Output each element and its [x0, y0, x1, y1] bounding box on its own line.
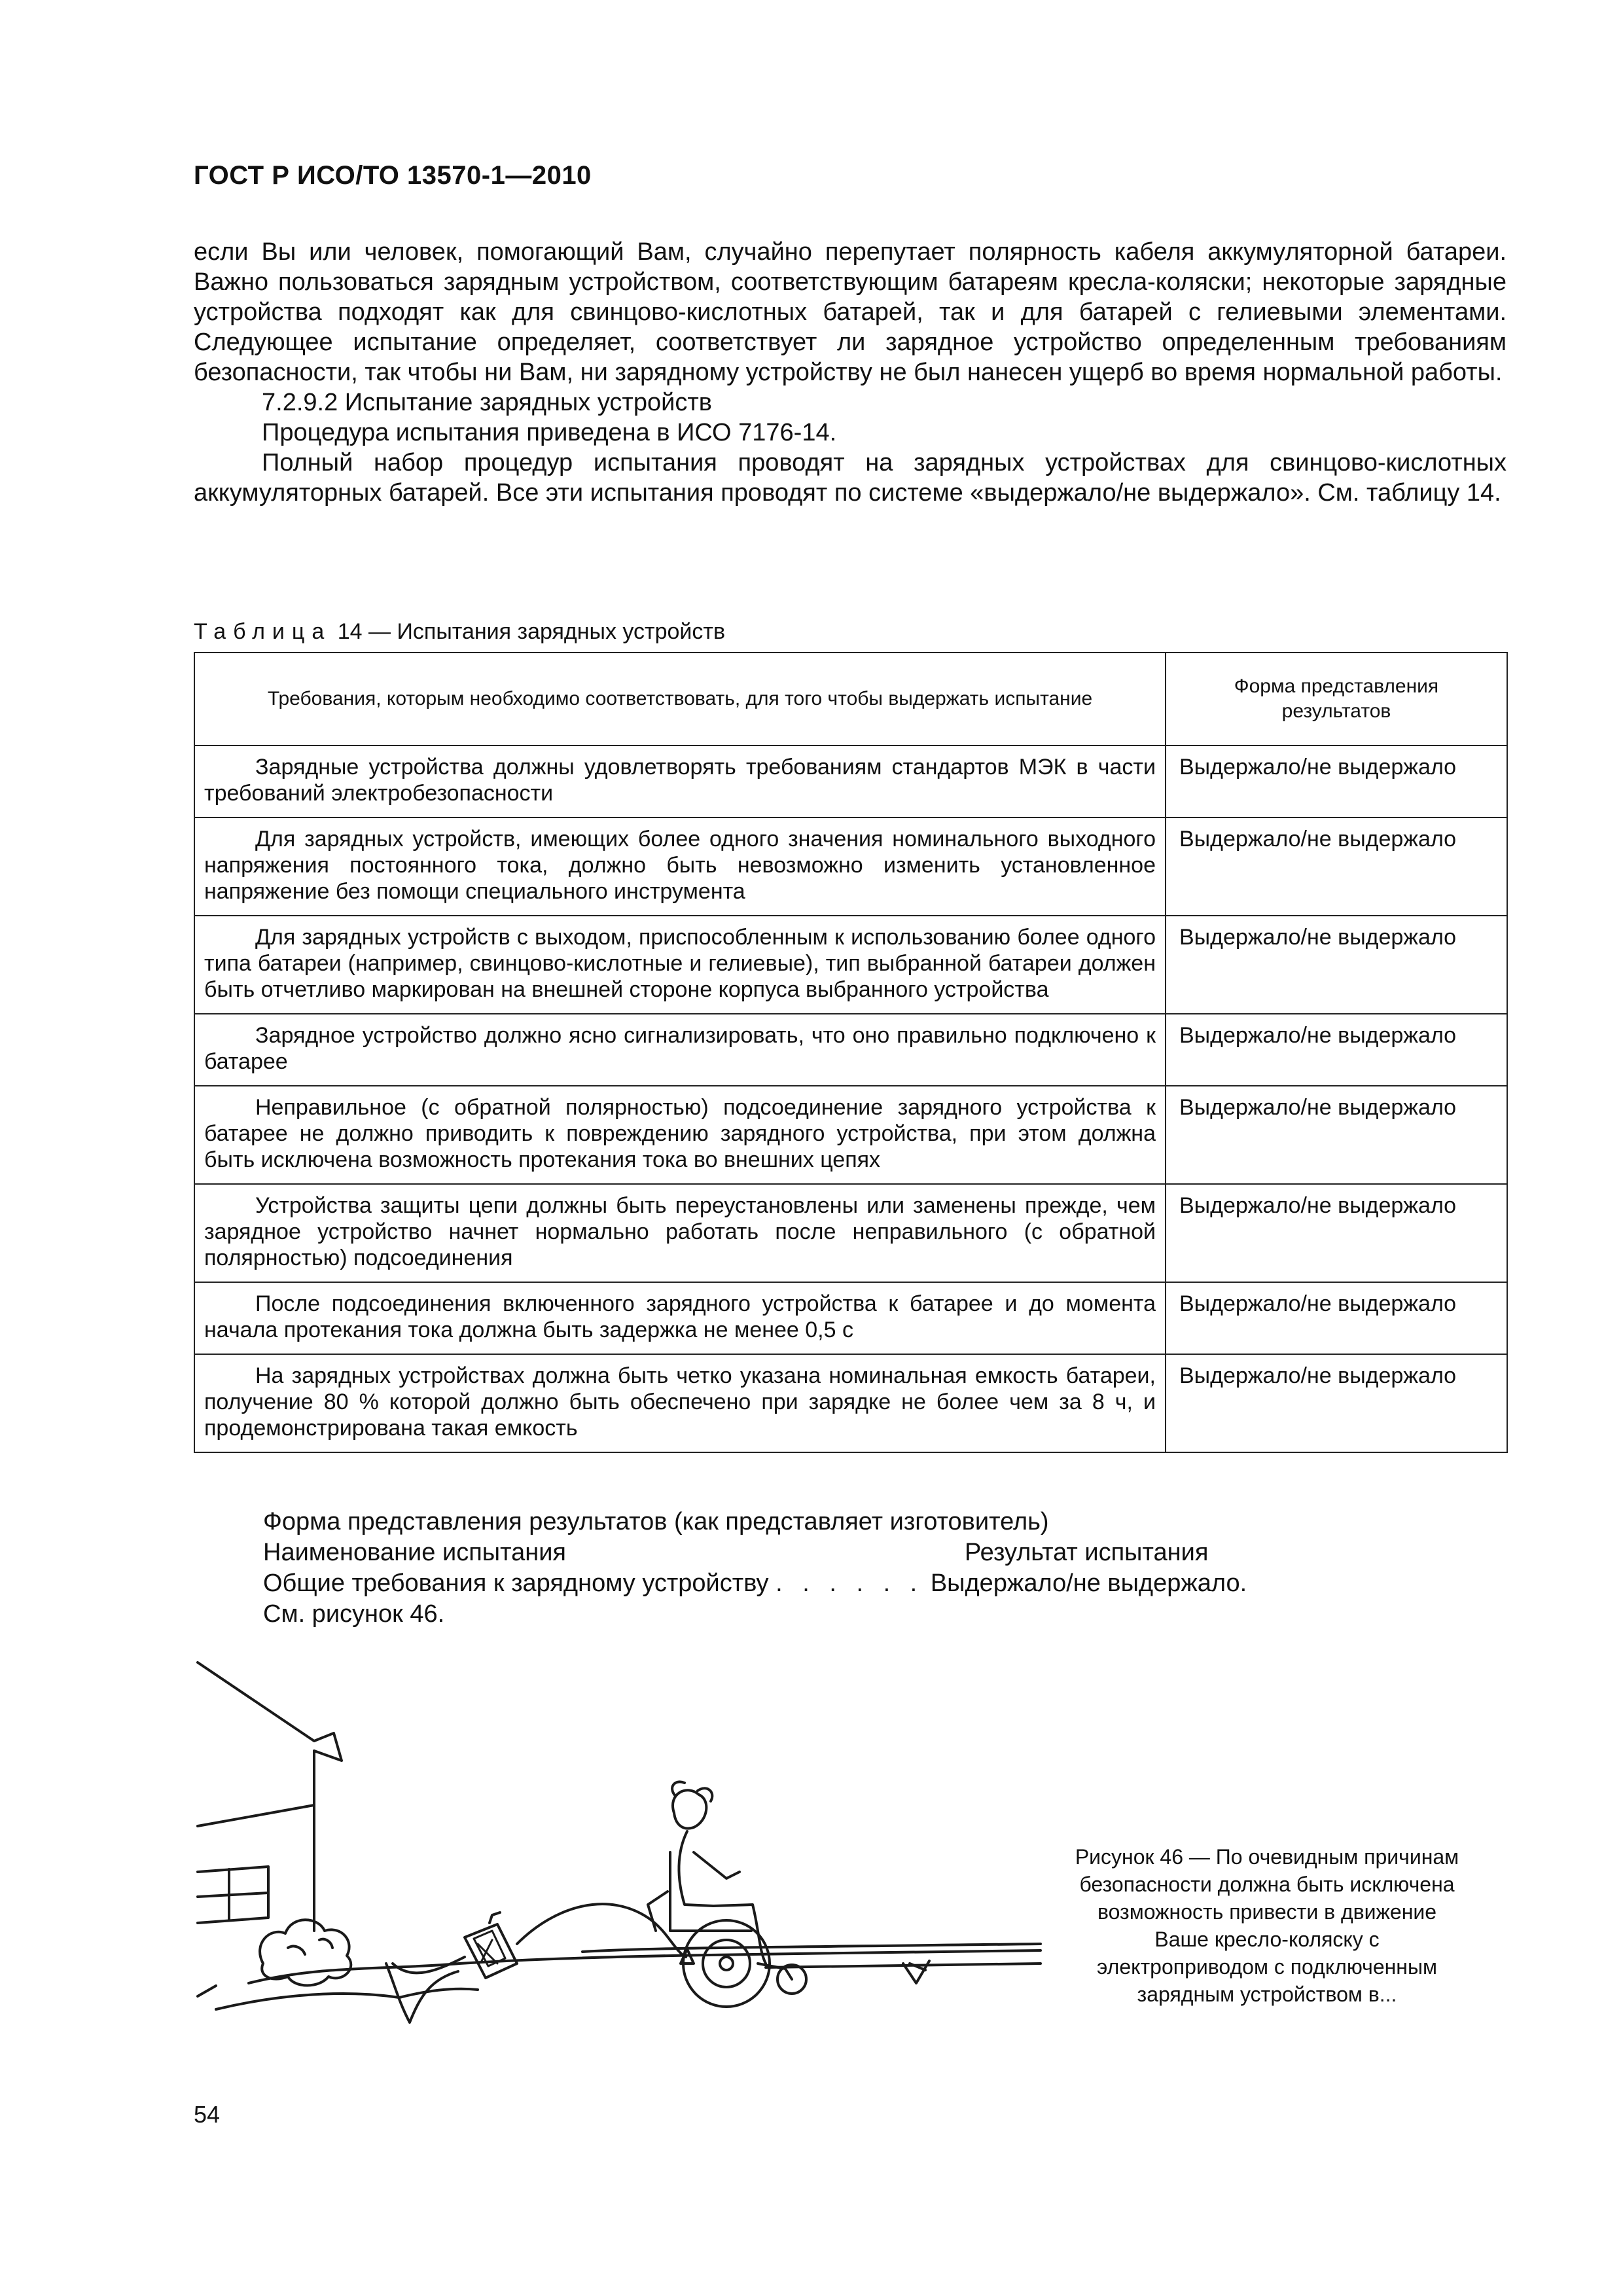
table-row — [194, 1184, 1507, 1282]
result-cell: Выдержало/не выдержало — [1166, 1086, 1507, 1184]
requirement-cell: Устройства защиты цепи должны быть переустановлены или заменены прежде, чем зарядное устройство начнет нормально работать после неправильного (с обратной полярностью) подсоединения — [194, 1184, 1166, 1282]
requirement-cell: Зарядное устройство должно ясно сигнализировать, что оно правильно подключено к батарее — [194, 1014, 1166, 1086]
bush-drawing — [260, 1920, 351, 1985]
table-header-row — [194, 653, 1507, 745]
figure-46-illustration — [190, 1656, 1054, 2062]
table-caption-title: 14 — Испытания зарядных устройств — [337, 619, 726, 644]
results-form-block — [263, 1507, 1507, 1630]
wheelchair-user-drawing — [648, 1782, 806, 2007]
results-form-heading: Форма представления результатов (как представляет изготовитель) — [263, 1508, 1049, 1535]
table-row — [194, 1014, 1507, 1086]
test-name-heading: Наименование испытания — [263, 1539, 566, 1566]
test-result-heading: Результат испытания — [965, 1539, 1209, 1566]
results-column-headings — [263, 1537, 1507, 1568]
requirements-table — [194, 652, 1508, 1453]
result-cell: Выдержало/не выдержало — [1166, 745, 1507, 817]
table-caption — [194, 619, 725, 645]
requirement-cell: На зарядных устройствах должна быть четко указана номинальная емкость батареи, получение 80 % которой должно быть обеспечено при зарядке не более чем за 8 ч, и продемонстрирована такая емкость — [194, 1354, 1166, 1452]
header-requirement: Требования, которым необходимо соответствовать, для того чтобы выдержать испытание — [194, 653, 1166, 745]
result-cell: Выдержало/не выдержало — [1166, 1354, 1507, 1452]
requirement-cell: Зарядные устройства должны удовлетворять требованиям стандартов МЭК в части требований электробезопасности — [194, 745, 1166, 817]
result-cell: Выдержало/не выдержало — [1166, 916, 1507, 1014]
procedure-text: Процедура испытания приведена в ИСО 7176-14. — [262, 419, 837, 446]
table-row — [194, 916, 1507, 1014]
section-heading: 7.2.9.2 Испытание зарядных устройств — [262, 389, 712, 416]
intro-text — [194, 237, 1507, 508]
test-item-result: Выдержало/не выдержало. — [930, 1570, 1247, 1597]
test-item-name: Общие требования к зарядному устройству — [263, 1570, 769, 1597]
header-result-form: Форма представления результатов — [1166, 653, 1507, 745]
table-row — [194, 1086, 1507, 1184]
table-row — [194, 1282, 1507, 1354]
requirement-cell: Для зарядных устройств, имеющих более одного значения номинального выходного напряжения постоянного тока, должно быть невозможно изменить установленное напряжение без помощи специального инструмента — [194, 817, 1166, 916]
full-set-text: Полный набор процедур испытания проводят на зарядных устройствах для свинцово-кислотных аккумуляторных батарей. Все эти испытания проводят по системе «выдержало/не выдержало». См. таблицу 14. — [194, 449, 1507, 507]
charger-drawing — [393, 1912, 517, 1978]
table-row — [194, 745, 1507, 817]
requirement-cell: После подсоединения включенного зарядного устройства к батарее и до момента начала протекания тока должна быть задержка не менее 0,5 с — [194, 1282, 1166, 1354]
building-drawing — [198, 1662, 342, 1996]
requirement-cell: Неправильное (с обратной полярностью) подсоединение зарядного устройства к батарее не должно приводить к повреждению зарядного устройства, при этом должна быть исключена возможность протекания тока во внешних цепях — [194, 1086, 1166, 1184]
document-title: ГОСТ Р ИСО/ТО 13570-1—2010 — [194, 161, 592, 190]
see-figure-reference: См. рисунок 46. — [263, 1600, 445, 1628]
figure-caption: Рисунок 46 — По очевидным причинам безопасности должна быть исключена возможность привести в движение Ваше кресло-коляску с электроприводом с подключенным зарядным устройством в... — [1075, 1845, 1459, 2006]
result-cell: Выдержало/не выдержало — [1166, 1184, 1507, 1282]
result-cell: Выдержало/не выдержало — [1166, 1282, 1507, 1354]
table-row — [194, 817, 1507, 916]
result-cell: Выдержало/не выдержало — [1166, 1014, 1507, 1086]
table-row — [194, 1354, 1507, 1452]
result-cell: Выдержало/не выдержало — [1166, 817, 1507, 916]
requirement-cell: Для зарядных устройств с выходом, приспособленным к использованию более одного типа батареи (например, свинцово-кислотные и гелиевые), тип выбранной батареи должен быть отчетливо маркирован на внешней стороне корпуса выбранного устройства — [194, 916, 1166, 1014]
intro-paragraph: если Вы или человек, помогающий Вам, случайно перепутает полярность кабеля аккумуляторной батареи. Важно пользоваться зарядным устройством, соответствующим батареям кресла-коляски; некоторые зарядные устройства подходят как для свинцово-кислотных батарей, так и для батарей с гелиевыми элементами. Следующее испытание определяет, соответствует ли зарядное устройство определенным требованиям безопасности, так чтобы ни Вам, ни зарядному устройству не был нанесен ущерб во время нормальной работы. — [194, 238, 1507, 386]
leader-dots: . . . . . . — [776, 1570, 924, 1597]
results-item-row — [263, 1568, 1507, 1599]
table-caption-label: Таблица — [194, 619, 332, 644]
page-number: 54 — [194, 2101, 221, 2128]
